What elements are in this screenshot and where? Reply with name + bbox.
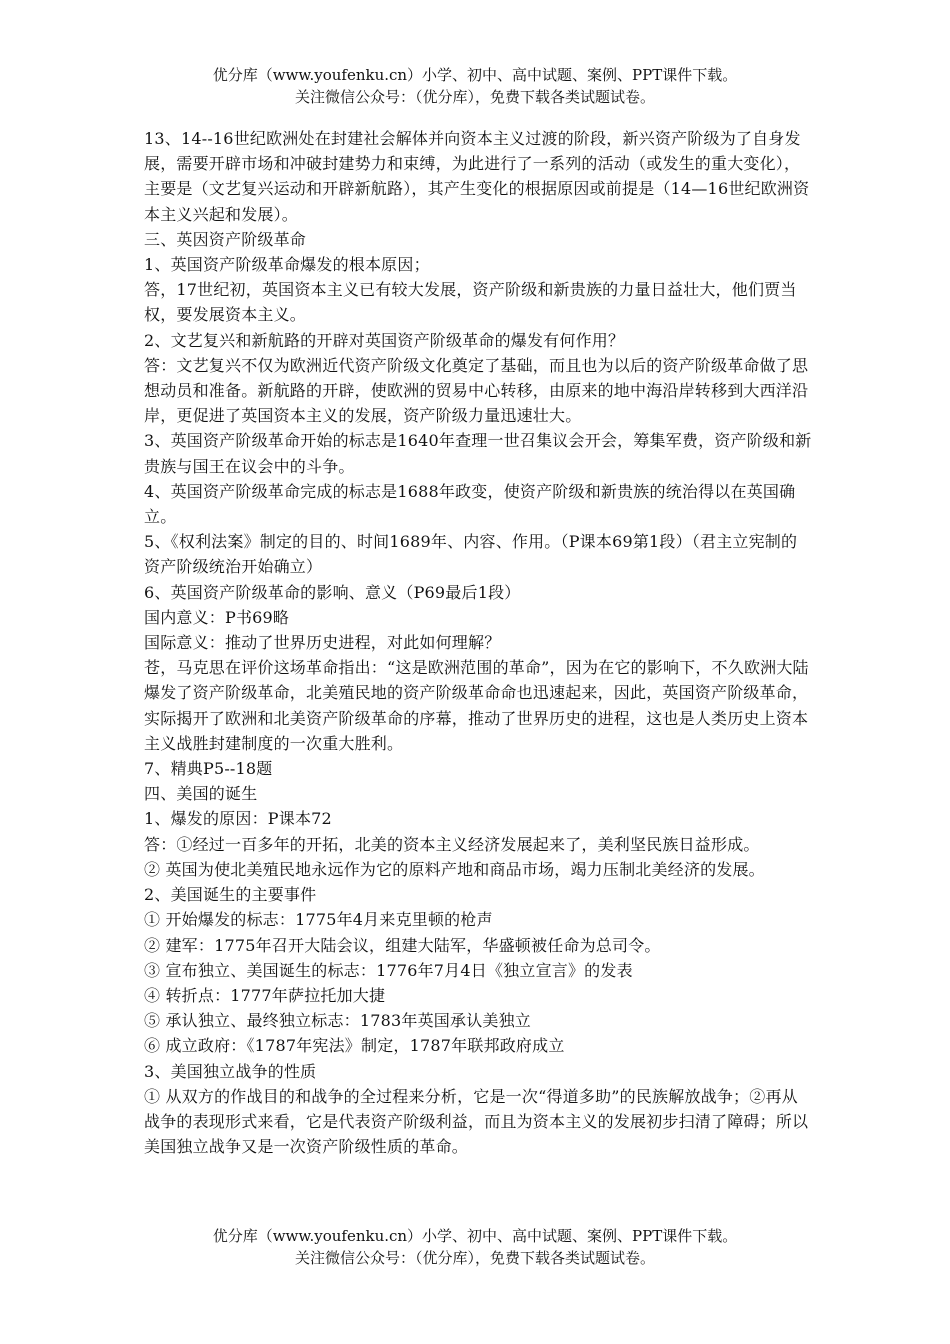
footer-line-2: 关注微信公众号：（优分库），免费下载各类试题试卷。 bbox=[294, 1249, 655, 1267]
answer: ① 从双方的作战目的和战争的全过程来分析，它是一次“得道多助”的民族解放战争；②再从战争的表现形式来看，它是代表资产阶级利益，而且为资本主义的发展初步扫清了障碍；所以美国独立战争又是一次资产阶级性质的革命。 bbox=[144, 1086, 809, 1157]
list-item: ⑥ 成立政府：《1787年宪法》制定，1787年联邦政府成立 bbox=[144, 1036, 565, 1056]
question: 2、美国诞生的主要事件 bbox=[144, 885, 317, 905]
paragraph: 7、精典P5--18题 bbox=[144, 759, 273, 779]
question: 1、英国资产阶级革命爆发的根本原因； bbox=[144, 255, 430, 275]
answer: 答，17世纪初，英国资本主义已有较大发展，资产阶级和新贵族的力量日益壮大，他们贾当权，要发展资本主义。 bbox=[144, 280, 797, 325]
section-heading: 三、英因资产阶级革命 bbox=[144, 229, 307, 249]
question: 1、爆发的原因：P课本72 bbox=[144, 809, 332, 829]
list-item: ⑤ 承认独立、最终独立标志：1783年英国承认美独立 bbox=[144, 1011, 532, 1031]
paragraph: 3、英国资产阶级革命开始的标志是1640年查理一世召集议会开会，筹集军费，资产阶级和新贵族与国王在议会中的斗争。 bbox=[144, 431, 812, 476]
paragraph: 4、英国资产阶级革命完成的标志是1688年政变，使资产阶级和新贵族的统治得以在英国确立。 bbox=[144, 481, 796, 527]
question: 3、美国独立战争的性质 bbox=[144, 1061, 317, 1081]
document-body bbox=[144, 126, 812, 1159]
header-line-1: 优分库（www.youfenku.cn）小学、初中、高中试题、案例、PPT课件下载。 bbox=[212, 66, 738, 84]
answer: 答：文艺复兴不仅为欧洲近代资产阶级文化奠定了基础，而且也为以后的资产阶级革命做了思想动员和准备。新航路的开辟，使欧洲的贸易中心转移，由原来的地中海沿岸转移到大西洋沿岸，更促进了英国资本主义的发展，资产阶级力量迅速壮大。 bbox=[144, 355, 809, 426]
paragraph: 国内意义：P书69略 bbox=[144, 607, 290, 627]
page-footer bbox=[0, 1225, 950, 1269]
page-header bbox=[0, 64, 950, 108]
list-item: ③ 宣布独立、美国诞生的标志：1776年7月4日《独立宣言》的发表 bbox=[144, 960, 633, 980]
paragraph: 国际意义：推动了世界历史进程，对此如何理解？ bbox=[144, 633, 501, 653]
question: 6、英国资产阶级革命的影响、意义（P69最后1段） bbox=[144, 582, 521, 602]
question: 2、文艺复兴和新航路的开辟对英国资产阶级革命的爆发有何作用？ bbox=[144, 330, 625, 350]
paragraph: ② 英国为使北美殖民地永远作为它的原料产地和商品市场，竭力压制北美经济的发展。 bbox=[144, 859, 765, 879]
footer-line-1: 优分库（www.youfenku.cn）小学、初中、高中试题、案例、PPT课件下载。 bbox=[212, 1227, 738, 1245]
list-item: ② 建军：1775年召开大陆会议，组建大陆军，华盛顿被任命为总司令。 bbox=[144, 935, 661, 955]
answer: 答：①经过一百多年的开拓，北美的资本主义经济发展起来了，美利坚民族日益形成。 bbox=[144, 834, 760, 854]
paragraph: 5、《权利法案》制定的目的、时间1689年、内容、作用。（P课本69第1段）（君主立宪制的资产阶级统治开始确立） bbox=[144, 532, 798, 577]
section-heading: 四、美国的诞生 bbox=[144, 784, 258, 804]
answer: 苍，马克思在评价这场革命指出：“这是欧洲范围的革命”，因为在它的影响下，不久欧洲大陆爆发了资产阶级革命，北美殖民地的资产阶级革命命也迅速起来，因此，英国资产阶级革命，实际揭开了欧洲和北美资产阶级革命的序幕，推动了世界历史的进程，这也是人类历史上资本主义战胜封建制度的一次重大胜利。 bbox=[144, 658, 809, 753]
paragraph: 13、14--16世纪欧洲处在封建社会解体并向资本主义过渡的阶段，新兴资产阶级为了自身发展，需要开辟市场和冲破封建势力和束缚，为此进行了一系列的活动（或发生的重大变化），主要是（文艺复兴运动和开辟新航路），其产生变化的根据原因或前提是（14—16世纪欧洲资本主义兴起和发展）。 bbox=[144, 129, 810, 224]
header-line-2: 关注微信公众号：（优分库），免费下载各类试题试卷。 bbox=[294, 88, 655, 106]
list-item: ① 开始爆发的标志：1775年4月来克里顿的枪声 bbox=[144, 910, 493, 930]
list-item: ④ 转折点：1777年萨拉托加大捷 bbox=[144, 985, 386, 1005]
